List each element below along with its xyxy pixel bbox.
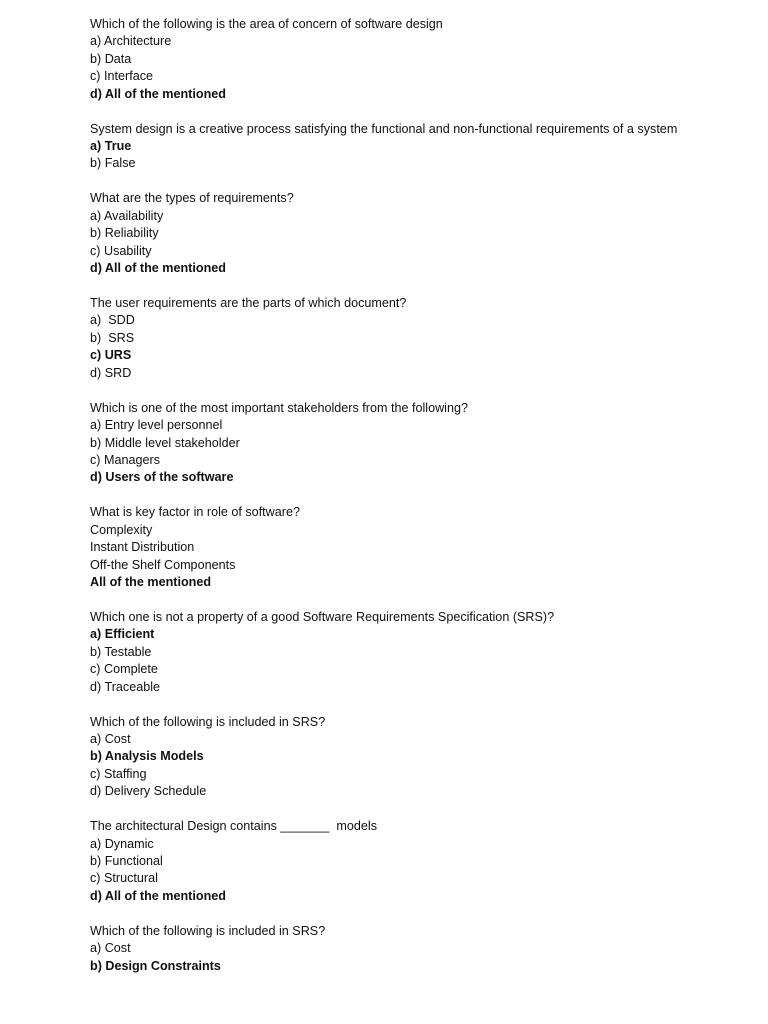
question-block — [90, 818, 690, 905]
answer-option: d) Delivery Schedule — [90, 784, 207, 799]
question-text: The architectural Design contains _______ models — [90, 819, 378, 834]
question-block — [90, 714, 690, 801]
answer-option-correct: d) All of the mentioned — [90, 261, 226, 276]
answer-option-correct: d) All of the mentioned — [90, 888, 226, 903]
answer-option: c) Interface — [90, 69, 153, 84]
question-text: The user requirements are the parts of which document? — [90, 296, 407, 311]
answer-option-correct: c) URS — [90, 348, 132, 363]
answer-option: c) Managers — [90, 452, 160, 467]
answer-option: a) Dynamic — [90, 836, 154, 851]
question-block — [90, 504, 690, 591]
answer-option: a) Cost — [90, 941, 131, 956]
answer-option-correct: a) Efficient — [90, 627, 155, 642]
question-block — [90, 400, 690, 487]
question-text: Which of the following is included in SRS? — [90, 714, 326, 729]
question-text: Which of the following is the area of concern of software design — [90, 17, 443, 31]
answer-option: b) Data — [90, 51, 132, 66]
answer-option: d) Traceable — [90, 679, 161, 694]
answer-option: a) Availability — [90, 208, 164, 223]
answer-option: b) SRS — [90, 330, 135, 345]
question-text: Which is one of the most important stakeholders from the following? — [90, 400, 468, 415]
answer-option-correct: All of the mentioned — [90, 574, 212, 589]
answer-option-correct: a) True — [90, 139, 132, 154]
answer-option: a) Architecture — [90, 34, 172, 49]
answer-option: c) Usability — [90, 243, 152, 258]
question-block — [90, 923, 690, 975]
question-text: Which of the following is included in SRS? — [90, 923, 326, 938]
answer-option: a) Entry level personnel — [90, 418, 223, 433]
answer-option: a) SDD — [90, 313, 135, 328]
question-text: What is key factor in role of software? — [90, 505, 300, 520]
answer-option: c) Staffing — [90, 766, 147, 781]
question-text: System design is a creative process satisfying the functional and non-functional requirements of a system — [90, 121, 678, 136]
answer-option-correct: d) Users of the software — [90, 470, 234, 485]
answer-option: b) False — [90, 156, 136, 171]
answer-option: b) Testable — [90, 644, 152, 659]
answer-option: a) Cost — [90, 731, 131, 746]
answer-option: Off-the Shelf Components — [90, 557, 236, 572]
answer-option: c) Structural — [90, 871, 158, 886]
question-block — [90, 121, 690, 173]
answer-option: c) Complete — [90, 662, 158, 677]
answer-option: b) Reliability — [90, 226, 159, 241]
question-block — [90, 190, 690, 277]
answer-option: Complexity — [90, 522, 153, 537]
answer-option: Instant Distribution — [90, 540, 195, 555]
document-page — [90, 16, 690, 993]
answer-option: b) Functional — [90, 854, 163, 868]
question-text: Which one is not a property of a good Software Requirements Specification (SRS)? — [90, 609, 555, 624]
question-block — [90, 609, 690, 696]
question-text: What are the types of requirements? — [90, 191, 294, 206]
answer-option: b) Middle level stakeholder — [90, 435, 240, 450]
answer-option-correct: b) Design Constraints — [90, 958, 221, 973]
question-block — [90, 295, 690, 382]
answer-option-correct: d) All of the mentioned — [90, 86, 226, 101]
answer-option: d) SRD — [90, 365, 132, 380]
question-block — [90, 16, 690, 103]
answer-option-correct: b) Analysis Models — [90, 749, 204, 764]
